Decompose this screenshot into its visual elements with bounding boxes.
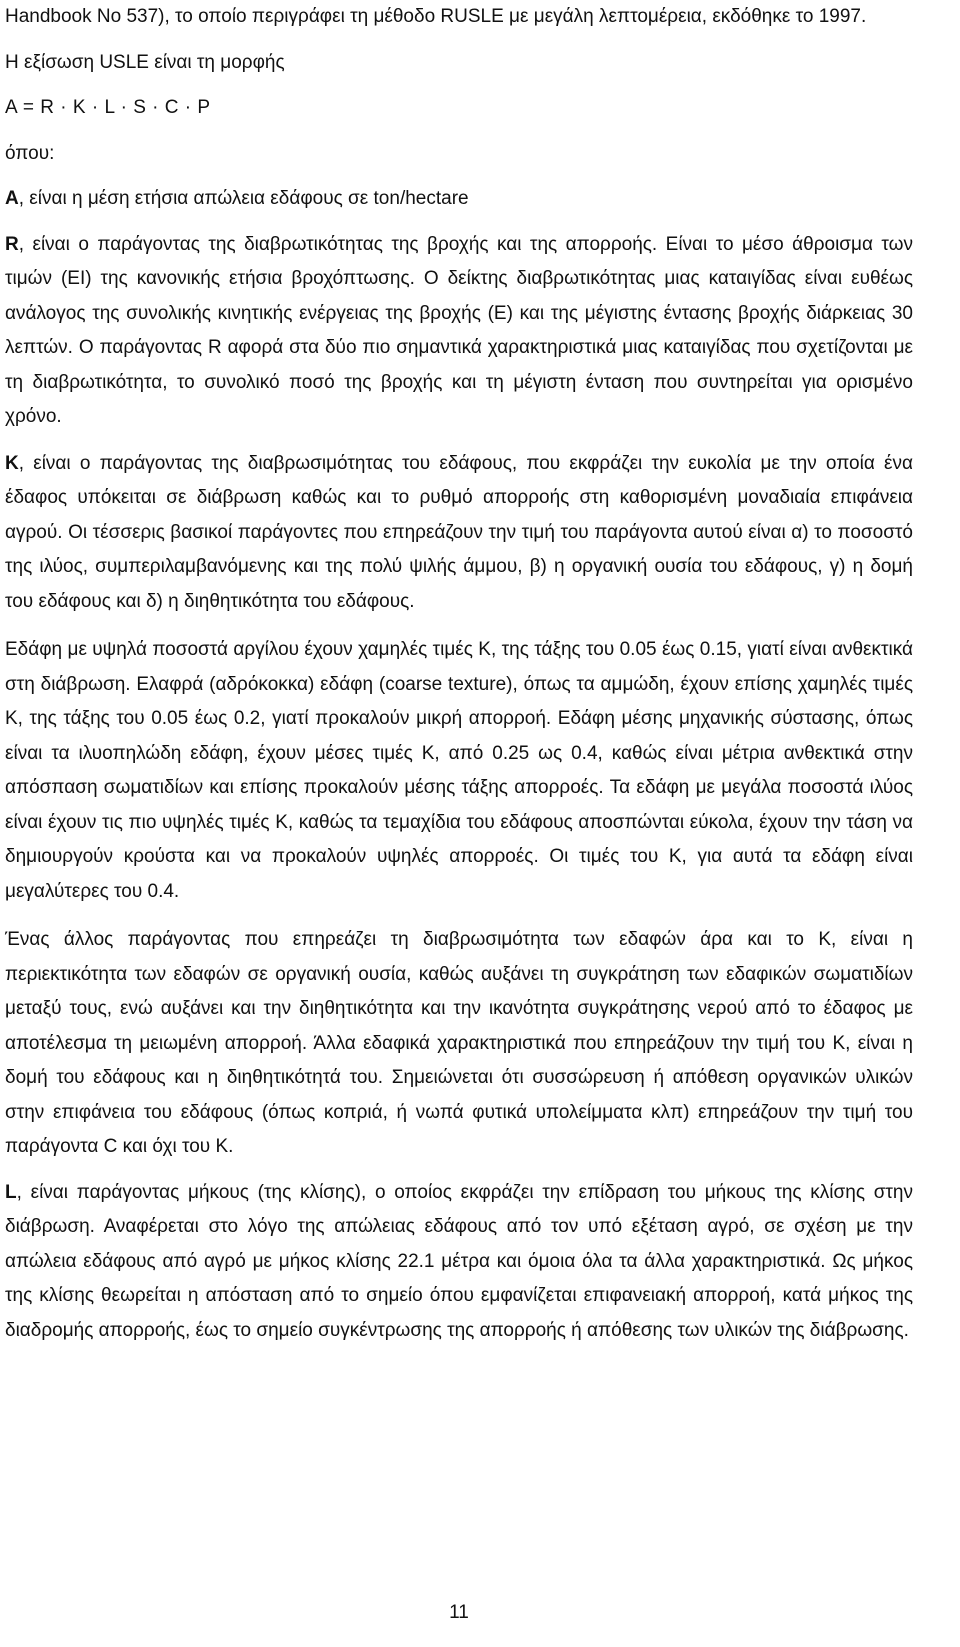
where-label: όπου: — [5, 142, 55, 164]
term-l: L — [5, 1181, 17, 1203]
term-a-text: , είναι η μέση ετήσια απώλεια εδάφους σε ton/hectare — [18, 188, 469, 209]
equation-intro: Η εξίσωση USLE είναι τη μορφής — [5, 51, 285, 73]
page-number: 11 — [449, 1602, 469, 1623]
term-l-text: , είναι παράγοντας μήκους (της κλίσης), ο οποίος εκφράζει την επίδραση του μήκους της κλίσης στην διάβρωση. Αναφέρεται στο λόγο της απώλειας εδάφους από τον υπό εξέταση αγρό, σε σχέση με την απώλεια εδάφους από αγρό με μήκος κλίσης 22.1 μέτρα και όμοια όλα τα άλλα χαρακτηριστικά. Ως μήκος της κλίσης θεωρείται η απόσταση από το σημείο όπου εμφανίζεται επιφανειακή απορροή, κατά μήκος της διαδρομής απορροής, έως το σημείο συγκέντρωσης της απορροής ή απόθεσης των υλικών της διάβρωσης. — [5, 1181, 913, 1341]
term-l-definition — [5, 1176, 913, 1349]
intro-continuation-paragraph: Handbook No 537), το οποίο περιγράφει τη μέθοδο RUSLE με μεγάλη λεπτομέρεια, εκδόθηκε το 1997. — [5, 6, 867, 27]
document-page — [5, 0, 913, 1647]
term-k-text: , είναι ο παράγοντας της διαβρωσιμότητας του εδάφους, που εκφράζει την ευκολία με την οποία ένα έδαφος υπόκειται σε διάβρωση καθώς και το ρυθμό απορροής στη καθορισμένη μοναδιαία επιφάνεια αγρού. Οι τέσσερις βασικοί παράγοντες που επηρεάζουν την τιμή του παράγοντα αυτού είναι α) το ποσοστό της ιλύος, συμπεριλαμβανόμενης και της πολύ ψιλής άμμου, β) η οργανική ουσία του εδάφους, γ) η δομή του εδάφους και δ) η διηθητικότητα του εδάφους. — [5, 452, 913, 612]
term-r: R — [5, 233, 19, 255]
organic-matter-paragraph: Ένας άλλος παράγοντας που επηρεάζει τη διαβρωσιμότητα των εδαφών άρα και το K, είναι η περιεκτικότητα των εδαφών σε οργανική ουσία, καθώς αυξάνει τη συγκράτηση των εδαφικών σωματιδίων μεταξύ τους, ενώ αυξάνει και την διηθητικότητα και την ικανότητα συγκράτησης νερού από το έδαφος με αποτέλεσμα τη μειωμένη απορροή. Άλλα εδαφικά χαρακτηριστικά που επηρεάζουν την τιμή του K, είναι η δομή του εδάφους και η διηθητικότητά του. Σημειώνεται ότι συσσώρευση ή απόθεση οργανικών υλικών στην επιφάνεια του εδάφους (όπως κοπριά, ή νωπά φυτικά υπολείμματα κλπ) επηρεάζουν την τιμή του παράγοντα C και όχι του K. — [5, 929, 913, 1157]
term-a-definition — [5, 182, 913, 217]
term-a: A — [5, 188, 19, 209]
term-k-definition — [5, 447, 913, 620]
term-r-text: , είναι ο παράγοντας της διαβρωτικότητας της βροχής και της απορροής. Είναι το μέσο άθροισμα των τιμών (EI) της κανονικής ετήσια βροχόπτωσης. Ο δείκτης διαβρωτικότητας μιας καταιγίδας είναι ευθέως ανάλογος της συνολικής κινητικής ενέργειας της βροχής (E) και της μέγιστης έντασης βροχής διάρκειας 30 λεπτών. Ο παράγοντας R αφορά στα δύο πιο σημαντικά χαρακτηριστικά μιας καταιγίδας που σχετίζονται με τη διαβρωτικότητα, το συνολικό ποσό της βροχής και τη μέγιστη ένταση που συντηρείται για ορισμένο χρόνο. — [5, 233, 913, 427]
usle-equation: A = R · K · L · S · C · P — [5, 97, 211, 118]
k-values-paragraph: Εδάφη με υψηλά ποσοστά αργίλου έχουν χαμηλές τιμές K, της τάξης του 0.05 έως 0.15, γιατί είναι ανθεκτικά στη διάβρωση. Ελαφρά (αδρόκοκκα) εδάφη (coarse texture), όπως τα αμμώδη, έχουν επίσης χαμηλές τιμές K, της τάξης του 0.05 έως 0.2, γιατί προκαλούν μικρή απορροή. Εδάφη μέσης μηχανικής σύστασης, όπως είναι τα ιλυοπηλώδη εδάφη, έχουν μέσες τιμές K, από 0.25 ως 0.4, καθώς είναι μέτρια ανθεκτικά στην απόσπαση σωματιδίων και επίσης προκαλούν μέσης τάξης απορροές. Τα εδάφη με μεγάλα ποσοστά ιλύος είναι έχουν τις πιο υψηλές τιμές K, καθώς τα τεμαχίδια του εδάφους αποσπώνται εύκολα, έχουν την τάση να δημιουργούν κρούστα και να προκαλούν υψηλές απορροές. Οι τιμές του K, για αυτά τα εδάφη είναι μεγαλύτερες του 0.4. — [5, 639, 913, 902]
term-k: K — [5, 452, 19, 474]
term-r-definition — [5, 228, 913, 435]
